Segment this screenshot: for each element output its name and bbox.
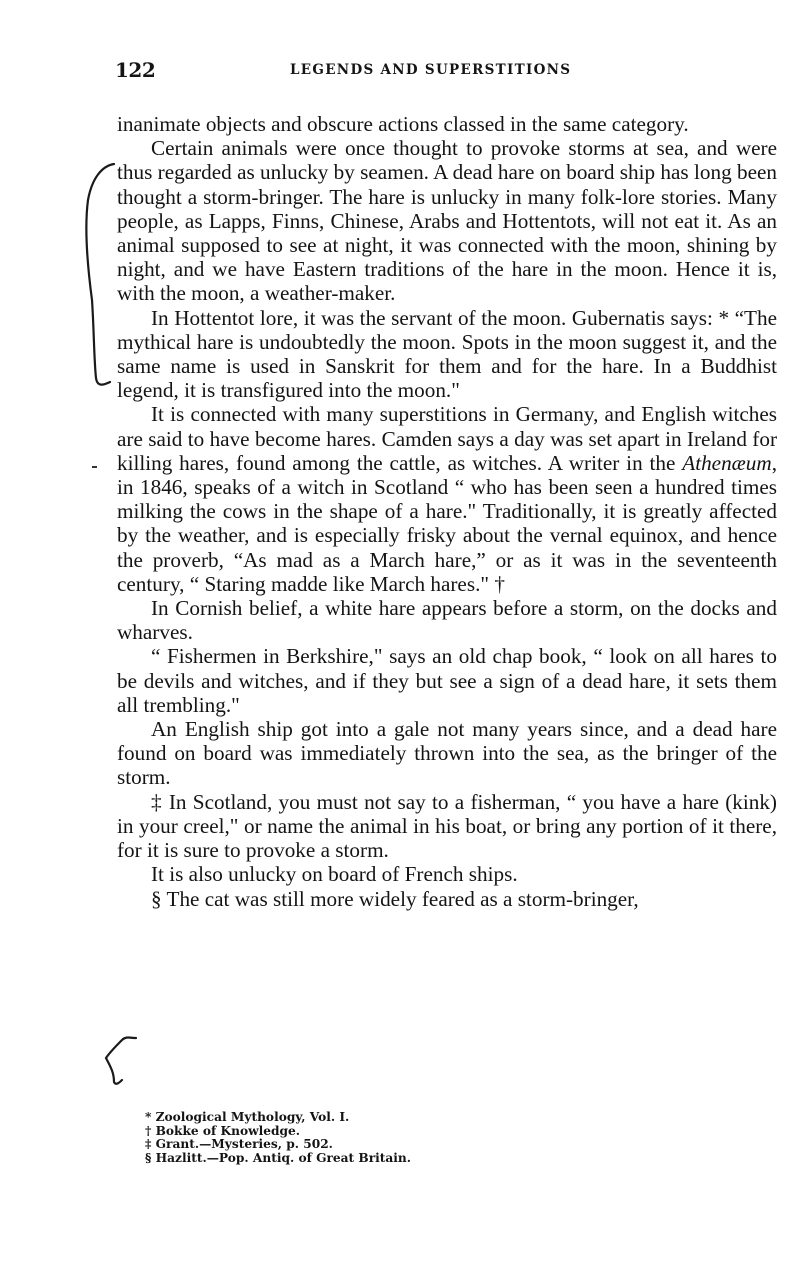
running-head <box>115 58 777 84</box>
paragraph-english-ship: An English ship got into a gale not many years since, and a dead hare found on board was immediately thrown into the sea, as the bringer of the storm. <box>117 717 777 790</box>
paragraph-berkshire-fishermen: “ Fishermen in Berkshire," says an old chap book, “ look on all hares to be devils and witches, and if they but see a sign of a dead hare, it sets them all trembling." <box>117 644 777 717</box>
margin-mark <box>92 466 97 468</box>
footnote-1: * Zoological Mythology, Vol. I. <box>145 1110 350 1124</box>
handwritten-bracket-icon <box>100 1030 140 1090</box>
paragraph-storm-animals: Certain animals were once thought to provoke storms at sea, and were thus regarded as unlucky by seamen. A dead hare on board ship has long been thought a storm-bringer. The hare is unlucky in many folk-lore stories. Many people, as Lapps, Finns, Chinese, Arabs and Hottentots, will not eat it. As an animal supposed to see at night, it was connected with the moon, shining by night, and we have Eastern traditions of the hare in the moon. Hence it is, with the moon, a weather-maker. <box>117 136 777 306</box>
handwritten-bracket-icon <box>80 160 120 390</box>
paragraph-germany-witches <box>117 402 777 596</box>
body-text <box>117 112 777 911</box>
paragraph-french-ships: It is also unlucky on board of French ships. <box>151 862 518 887</box>
footnote-3: ‡ Grant.—Mysteries, p. 502. <box>145 1137 333 1152</box>
footnote-2: † Bokke of Knowledge. <box>145 1123 301 1138</box>
paragraph-cornish-belief: In Cornish belief, a white hare appears before a storm, on the docks and wharves. <box>117 596 777 645</box>
paragraph-hottentot-lore: In Hottentot lore, it was the servant of the moon. Gubernatis says: * “The mythical hare is undoubtedly the moon. Spots in the moon suggest it, and the same name is used in Sanskrit for them and for the hare. In a Buddhist legend, it is transfigured into the moon." <box>117 305 777 403</box>
footnote-4: § Hazlitt.—Pop. Antiq. of Great Britain. <box>145 1150 412 1165</box>
paragraph-text: It is connected with many superstitions in Germany, and English witches are said to have become hares. Camden says a day was set apart in Ireland for killing hares, found among the cattle, as witches. A writer in the <box>117 402 777 475</box>
paragraph-cat: § The cat was still more widely feared as a storm-bringer, <box>151 886 639 911</box>
running-title: LEGENDS AND SUPERSTITIONS <box>290 62 572 78</box>
footnotes <box>145 1111 411 1165</box>
paragraph-scotland: ‡ In Scotland, you must not say to a fisherman, “ you have a hare (kink) in your creel," or name the animal in his boat, or bring any portion of it there, for it is sure to provoke a storm. <box>117 789 777 863</box>
paragraph-continuation: inanimate objects and obscure actions classed in the same category. <box>117 112 689 136</box>
athenaeum-title: Athenæum <box>682 450 772 475</box>
paragraph-text: , in 1846, speaks of a witch in Scotland “ who has been seen a hundred times milking the cows in the shape of a hare." Traditionally, it is greatly affected by the weather, and is especially frisky about the vernal equinox, and hence the proverb, “As mad as a March hare,” or as it was in the seventeenth century, “ Staring madde like March hares." † <box>117 450 777 596</box>
page-number: 122 <box>115 58 156 82</box>
